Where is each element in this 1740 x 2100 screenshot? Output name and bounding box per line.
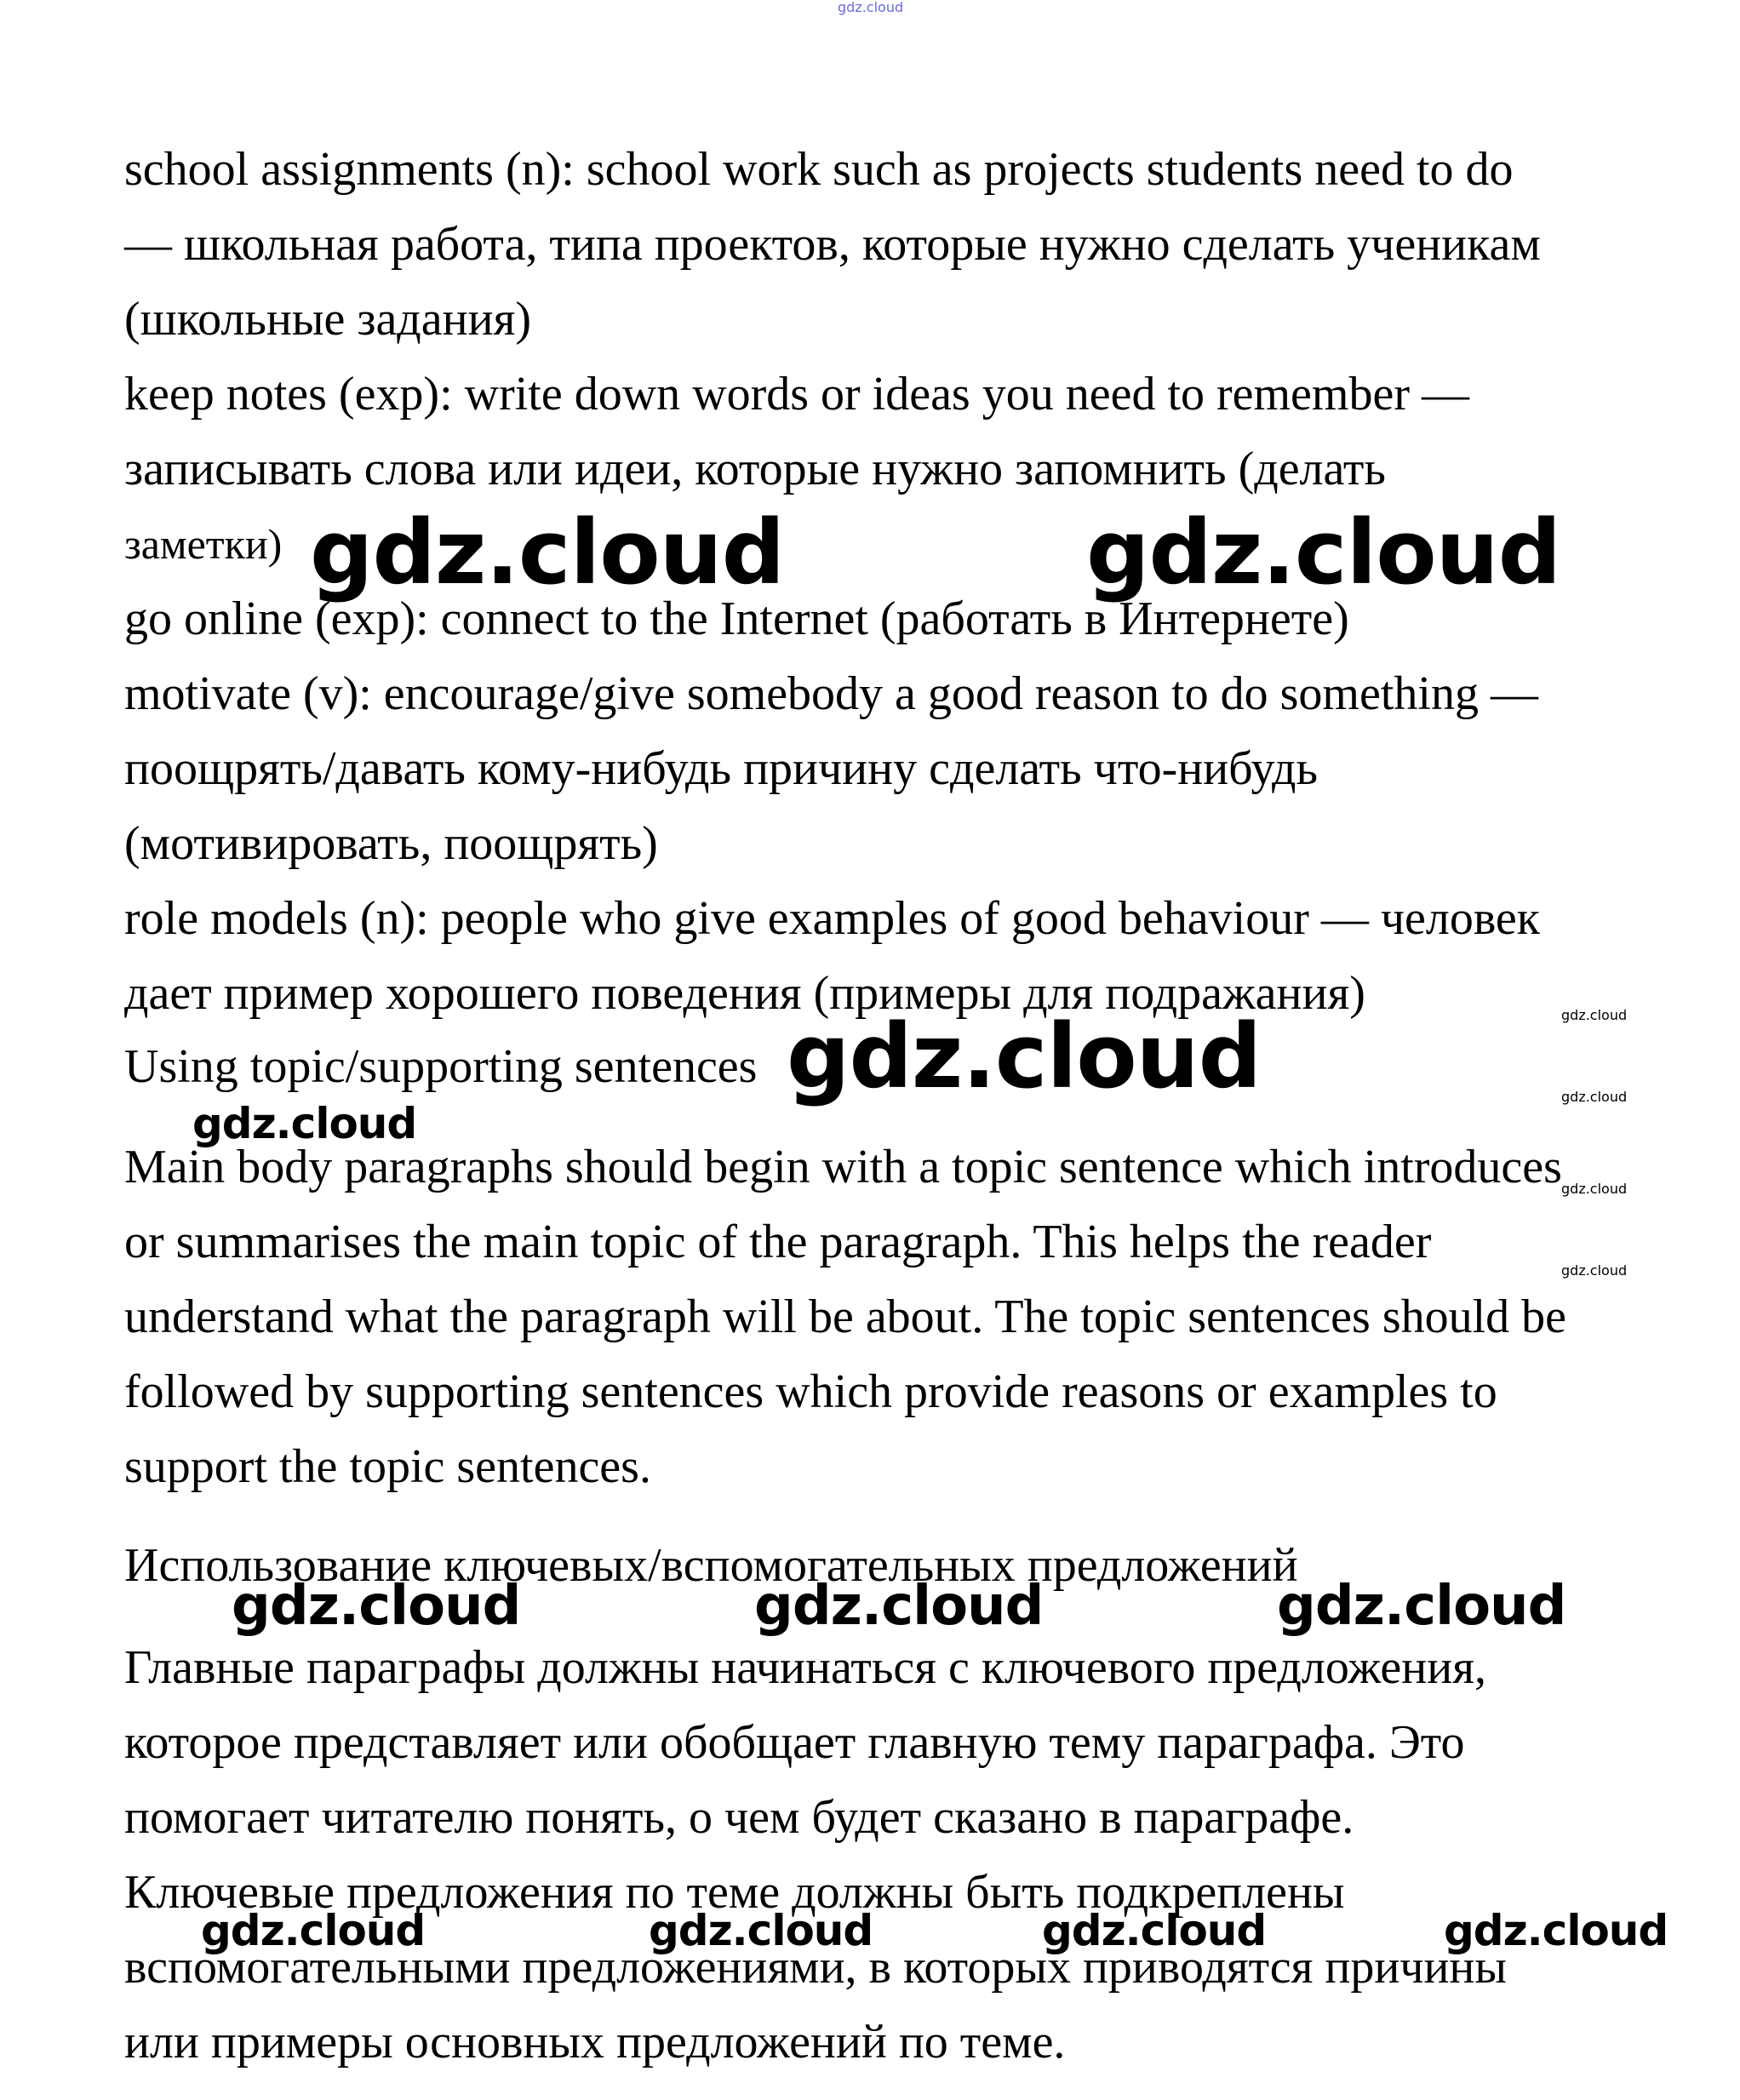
- glossary-line: (школьные задания): [124, 293, 531, 346]
- glossary-line: school assignments (n): school work such as projects students need to do: [124, 143, 1514, 196]
- watermark: gdz.cloud: [1561, 1181, 1628, 1197]
- watermark: gdz.cloud: [192, 1099, 417, 1148]
- watermark: gdz.cloud: [1561, 1007, 1628, 1023]
- paragraph-line: or summarises the main topic of the paragraph. This helps the reader: [124, 1216, 1432, 1268]
- glossary-line: keep notes (exp): write down words or ideas you need to remember —: [124, 368, 1469, 421]
- watermark: gdz.cloud: [1444, 1906, 1668, 1955]
- watermark: gdz.cloud: [201, 1906, 426, 1955]
- watermark: gdz.cloud: [1561, 1089, 1628, 1105]
- watermark: gdz.cloud: [1042, 1906, 1267, 1955]
- watermark: gdz.cloud: [232, 1575, 521, 1638]
- paragraph-line: understand what the paragraph will be about. The topic sentences should be: [124, 1290, 1567, 1343]
- watermark: gdz.cloud: [1086, 501, 1561, 604]
- watermark: gdz.cloud: [1277, 1575, 1566, 1638]
- section-heading-russian: Использование ключевых/вспомогательных предложений: [124, 1539, 1298, 1592]
- section-heading-english: Using topic/supporting sentences: [124, 1040, 758, 1093]
- watermark: gdz.cloud: [754, 1575, 1044, 1638]
- header-watermark: gdz.cloud: [838, 0, 904, 15]
- glossary-line: — школьная работа, типа проектов, которые нужно сделать ученикам: [124, 218, 1541, 271]
- glossary-line: go online (exp): connect to the Internet (работать в Интернете): [124, 592, 1349, 645]
- paragraph-line: support the topic sentences.: [124, 1440, 651, 1493]
- watermark: gdz.cloud: [787, 1004, 1262, 1108]
- paragraph-line: followed by supporting sentences which provide reasons or examples to: [124, 1365, 1497, 1418]
- paragraph-line: или примеры основных предложений по теме.: [124, 2016, 1066, 2069]
- glossary-line: записывать слова или идеи, которые нужно запомнить (делать: [124, 443, 1386, 495]
- glossary-line: role models (n): people who give examples of good behaviour — человек: [124, 892, 1540, 945]
- paragraph-line: помогает читателю понять, о чем будет сказано в параграфе.: [124, 1791, 1354, 1844]
- paragraph-line: Main body paragraphs should begin with a topic sentence which introduces: [124, 1141, 1562, 1193]
- paragraph-line: которое представляет или обобщает главную тему параграфа. Это: [124, 1716, 1465, 1769]
- paragraph-line: Ключевые предложения по теме должны быть подкреплены: [124, 1866, 1345, 1919]
- glossary-line: заметки): [124, 520, 283, 568]
- glossary-line: поощрять/давать кому-нибудь причину сделать что-нибудь: [124, 742, 1319, 795]
- paragraph-line: Главные параграфы должны начинаться с ключевого предложения,: [124, 1641, 1486, 1694]
- glossary-line: (мотивировать, поощрять): [124, 817, 658, 870]
- watermark: gdz.cloud: [310, 501, 785, 604]
- glossary-line: motivate (v): encourage/give somebody a good reason to do something —: [124, 667, 1538, 720]
- watermark: gdz.cloud: [649, 1906, 873, 1955]
- paragraph-line: вспомогательными предложениями, в которых приводятся причины: [124, 1941, 1508, 1994]
- glossary-line: дает пример хорошего поведения (примеры для подражания): [124, 967, 1365, 1020]
- watermark: gdz.cloud: [1561, 1262, 1628, 1279]
